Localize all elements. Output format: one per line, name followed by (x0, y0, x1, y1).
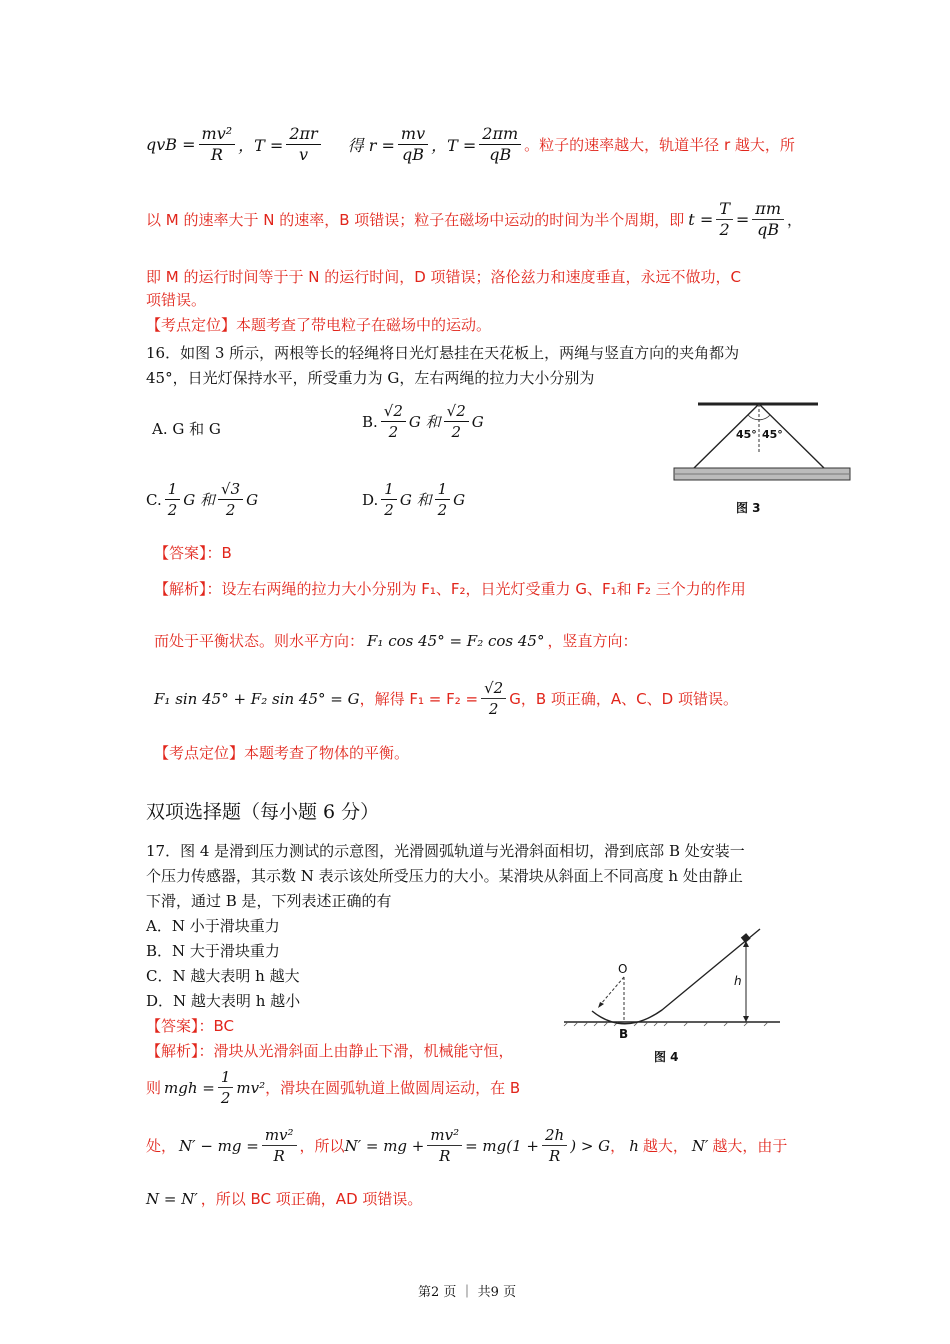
eq-T: ，T = (238, 136, 284, 155)
frac-2pim-qb: $\frac{2\pi m}{qB}$ (479, 125, 521, 164)
eq-t: t = (688, 210, 714, 229)
q15-line2: 以 M 的速率大于 N 的速率，B 项错误；粒子在磁场中运动的时间为半个周期，即 t = $\frac{T}{2}$ = $\frac{\pi m}{qB}$ ， (146, 199, 802, 239)
radius-arrow-icon (598, 1002, 604, 1008)
q16-option-b: B. $\frac{√2}{2}$ G 和 $\frac{√2}{2}$ G (362, 402, 484, 441)
section-heading: 双项选择题（每小题 6 分） (146, 801, 380, 823)
q17-option-d: D．N 越大表明 h 越小 (146, 992, 301, 1010)
q17-option-c: C．N 越大表明 h 越大 (146, 967, 300, 985)
q17-jiexi-line1: 【解析】：滑块从光滑斜面上由静止下滑，机械能守恒， (146, 1042, 514, 1060)
eq-qvb: qvB = (146, 135, 196, 154)
q16-kaodian: 【考点定位】本题考查了物体的平衡。 (154, 744, 410, 762)
q16-jiexi-line1: 【解析】：设左右两绳的拉力大小分别为 F₁、F₂，日光灯受重力 G、F₁和 F₂ 三个力的作用 (154, 580, 746, 598)
radius-diagonal-dashed (600, 977, 624, 1005)
q17-jiexi-line2: 则 mgh = $\frac{1}{2}$ mv² ，滑块在圆弧轨道上做圆周运动，在 B (146, 1068, 521, 1107)
q16-option-a: A. G 和 G (152, 420, 221, 438)
eq-vertical: F₁ sin 45° + F₂ sin 45° = G (154, 689, 360, 708)
eq-horizontal: F₁ cos 45° = F₂ cos 45° (367, 631, 545, 650)
frac-sqrt2-2b: $\frac{√2}{2}$ (444, 402, 469, 441)
frac-1-2: $\frac{1}{2}$ (218, 1068, 234, 1107)
q17-option-a: A．N 小于滑块重力 (146, 917, 280, 935)
q17-jiexi-line4: N = N′ ，所以 BC 项正确，AD 项错误。 (146, 1189, 423, 1208)
q15-equation-line (146, 125, 795, 164)
q16-option-d: D. $\frac{1}{2}$ G 和 $\frac{1}{2}$ G (362, 480, 466, 519)
label-o: O (618, 962, 628, 976)
q16-option-c: C. $\frac{1}{2}$ G 和 $\frac{√3}{2}$ G (146, 480, 259, 519)
frac-sqrt2-2-answer: $\frac{√2}{2}$ (481, 679, 506, 718)
frac-pim-qb: $\frac{\pi m}{qB}$ (752, 200, 784, 239)
eq-T2: ，T = (431, 136, 477, 155)
figure-3-caption: 图 3 (736, 501, 761, 515)
q17-stem-line2: 个压力传感器，其示数 N 表示该处所受压力的大小。某滑块从斜面上不同高度 h 处由静止 (146, 867, 743, 885)
q16-jiexi-line2: 而处于平衡状态。则水平方向： F₁ cos 45° = F₂ cos 45° ，竖直方向： (154, 631, 638, 650)
figure-4-caption: 图 4 (654, 1050, 679, 1064)
q15-line2-text: 以 M 的速率大于 N 的速率，B 项错误；粒子在磁场中运动的时间为半个周期，即 (146, 211, 685, 229)
frac-mv2-r: $\frac{\text{mv²}}{R}$ (199, 125, 236, 164)
frac-mv-qb: $\frac{mv}{qB}$ (398, 125, 428, 164)
frac-2pir-v: $\frac{2\pi r}{v}$ (286, 125, 320, 164)
q17-stem-line1: 17．图 4 是滑到压力测试的示意图，光滑圆弧轨道与光滑斜面相切，滑到底部 B 处安装一 (146, 842, 745, 860)
angle-left-label: 45° (736, 428, 757, 441)
eq-r: 得 r = (347, 136, 395, 155)
q16-stem-line2: 45°，日光灯保持水平，所受重力为 G，左右两绳的拉力大小分别为 (146, 369, 595, 387)
q17-stem-line3: 下滑，通过 B 是，下列表述正确的有 (146, 892, 392, 910)
figure-3-lamp-diagram (668, 398, 858, 520)
q15-line1-tail: 。粒子的速率越大，轨道半径 r 越大，所 (524, 136, 795, 154)
angle-right-label: 45° (762, 428, 783, 441)
q17-option-b: B．N 大于滑块重力 (146, 942, 280, 960)
q16-stem-line1: 16．如图 3 所示，两根等长的轻绳将日光灯悬挂在天花板上，两绳与竖直方向的夹角都为 (146, 344, 740, 362)
q15-kaodian: 【考点定位】本题考查了带电粒子在磁场中的运动。 (146, 316, 492, 334)
figure-4-track-diagram (562, 925, 784, 1073)
height-arrow-bottom-icon (743, 1016, 749, 1022)
label-h: h (734, 974, 742, 988)
page-footer: 第2 页 ｜ 共9 页 (418, 1285, 517, 1300)
q17-jiexi-line3: 处， N′ − mg = $\frac{\text{mv²}}{R}$ ，所以 N′ = mg + $\frac{\text{mv²}}{R}$ = mg(1 + $\frac{2h}{R}$ ) > G ， h 越大， N′ 越大，由于 (146, 1126, 788, 1165)
frac-sqrt2-2: $\frac{√2}{2}$ (381, 402, 406, 441)
q16-jiexi-line3: F₁ sin 45° + F₂ sin 45° = G ，解得 F₁ = F₂ = $\frac{√2}{2}$ G，B 项正确，A、C、D 项错误。 (154, 679, 738, 718)
q15-line4: 项错误。 (146, 291, 207, 309)
q16-answer: 【答案】：B (154, 544, 232, 562)
q17-answer: 【答案】：BC (146, 1017, 235, 1035)
frac-T-2: $\frac{T}{2}$ (716, 200, 733, 239)
q15-line3: 即 M 的运行时间等于于 N 的运行时间，D 项错误；洛伦兹力和速度垂直，永远不做功，C (146, 268, 742, 286)
label-b: B (619, 1027, 629, 1041)
